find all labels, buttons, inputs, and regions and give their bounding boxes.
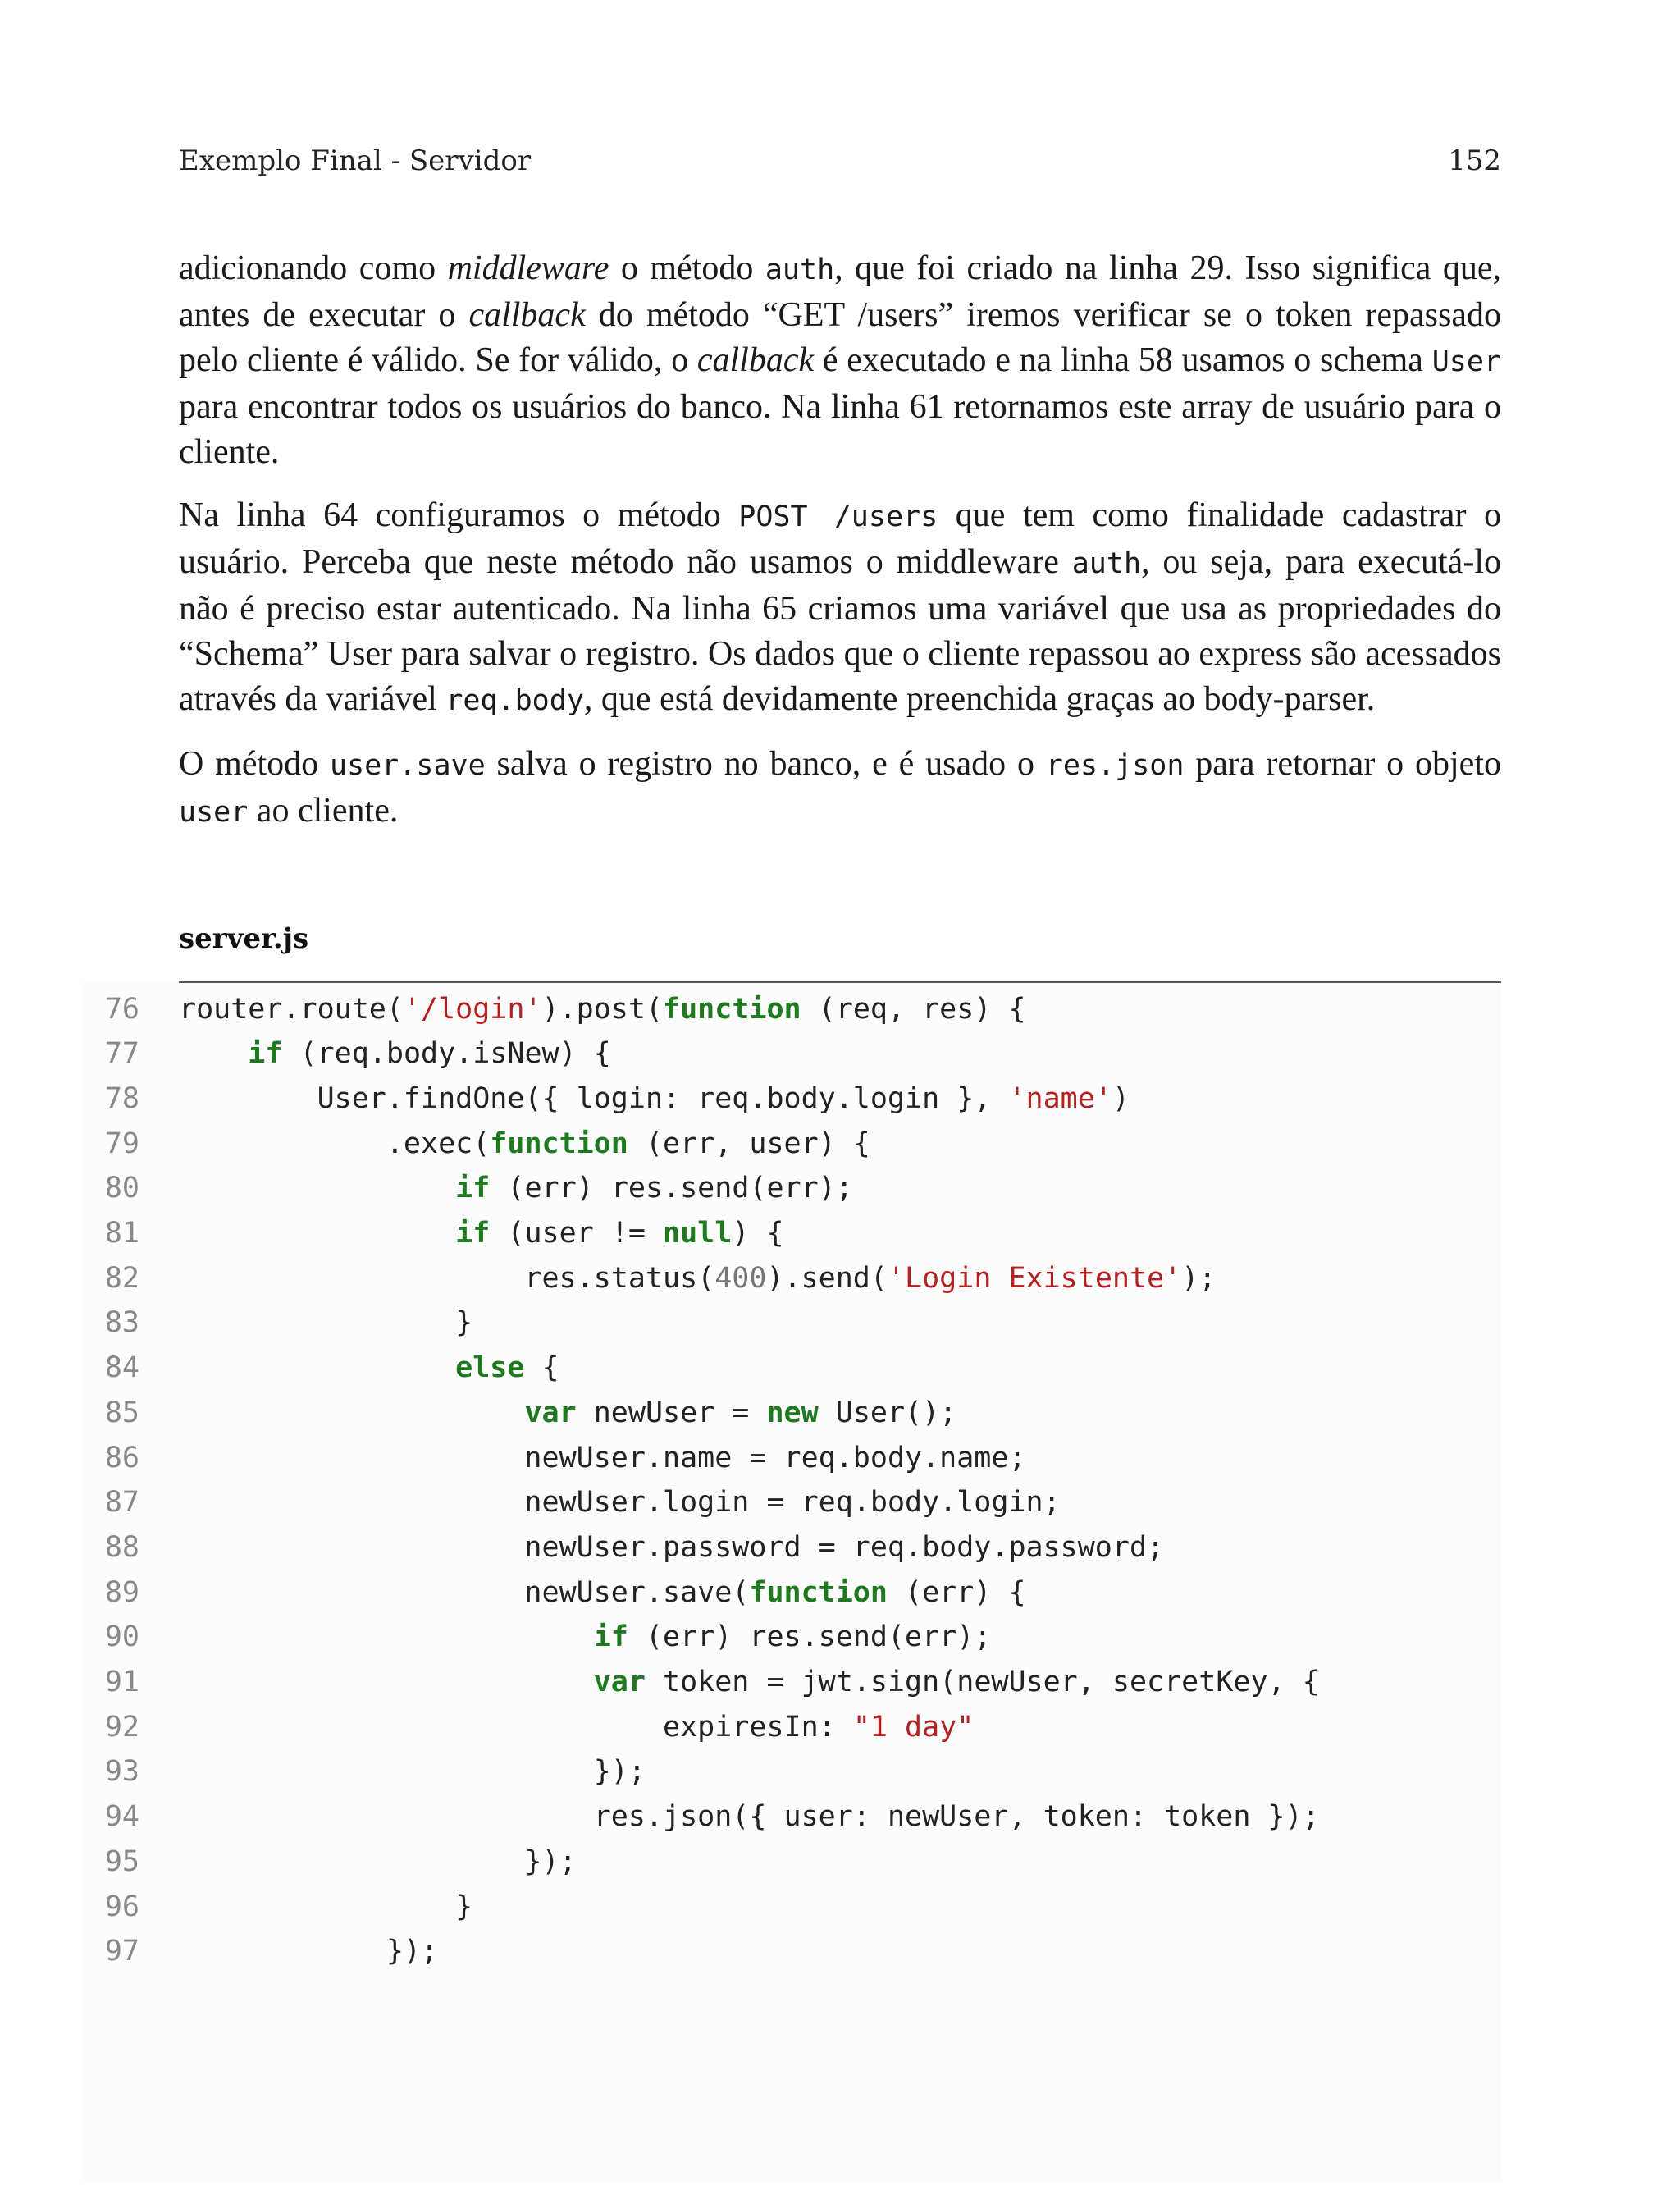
code-token bbox=[179, 1620, 594, 1653]
line-number: 79 bbox=[104, 1127, 139, 1160]
code-text bbox=[179, 1306, 472, 1339]
code-token: res.status( bbox=[179, 1261, 715, 1295]
text-span: é executado e na linha 58 usamos o schema bbox=[814, 341, 1432, 379]
code-line bbox=[82, 1480, 1061, 1525]
code-token: ) { bbox=[732, 1217, 784, 1250]
line-number: 85 bbox=[104, 1396, 139, 1429]
code-text bbox=[179, 1082, 1130, 1115]
code-line bbox=[82, 1749, 646, 1794]
line-number: 90 bbox=[104, 1620, 139, 1654]
code-token-kw: new bbox=[766, 1396, 819, 1429]
code-line bbox=[82, 1390, 956, 1435]
line-number: 89 bbox=[104, 1575, 139, 1609]
page-number: 152 bbox=[1448, 144, 1501, 177]
emphasis: callback bbox=[696, 341, 815, 379]
code-token: newUser = bbox=[576, 1396, 767, 1429]
code-text bbox=[179, 1486, 1061, 1519]
code-line bbox=[82, 1570, 1026, 1615]
line-number: 77 bbox=[104, 1037, 139, 1071]
code-text bbox=[179, 1800, 1320, 1833]
code-token-str: "1 day" bbox=[852, 1710, 975, 1744]
code-line bbox=[82, 1435, 1026, 1480]
code-line bbox=[82, 1076, 1130, 1121]
code-token: newUser.save( bbox=[179, 1575, 750, 1609]
code-text bbox=[179, 1127, 870, 1160]
text-span: para encontrar todos os usuários do banco. Na linha 61 retornamos este array de usuário para o cliente. bbox=[179, 388, 1501, 471]
code-token: (req, res) { bbox=[801, 992, 1026, 1026]
code-token-num: 400 bbox=[714, 1261, 767, 1295]
code-token-kw: function bbox=[663, 992, 801, 1026]
code-text bbox=[179, 1442, 1026, 1474]
code-line bbox=[82, 1346, 559, 1391]
code-token: newUser.name = req.body.name; bbox=[179, 1441, 1026, 1474]
code-line bbox=[82, 1704, 974, 1749]
code-text bbox=[179, 1890, 472, 1923]
code-token: ); bbox=[1181, 1261, 1217, 1295]
code-text bbox=[179, 1531, 1164, 1564]
paragraph-2 bbox=[179, 493, 1501, 724]
inline-code: user bbox=[179, 796, 249, 829]
emphasis: callback bbox=[468, 296, 586, 334]
text-span: adicionando como bbox=[179, 249, 448, 287]
code-token: { bbox=[524, 1351, 559, 1385]
code-token-str: '/login' bbox=[403, 992, 542, 1026]
code-line bbox=[82, 1884, 472, 1929]
code-text bbox=[179, 1666, 1320, 1698]
code-token: (err) { bbox=[887, 1575, 1026, 1609]
inline-code: auth bbox=[1071, 547, 1142, 580]
code-token-kw: if bbox=[593, 1620, 628, 1654]
chapter-title: Exemplo Final - Servidor bbox=[179, 144, 532, 177]
code-token: (err) res.send(err); bbox=[490, 1172, 853, 1205]
text-span: , que está devidamente preenchida graças ao body-parser. bbox=[583, 680, 1376, 718]
code-token: expiresIn: bbox=[179, 1710, 853, 1744]
code-token: (req.body.isNew) { bbox=[282, 1037, 611, 1071]
code-line bbox=[82, 1524, 1164, 1570]
code-token-kw: if bbox=[248, 1037, 283, 1071]
line-number: 88 bbox=[104, 1530, 139, 1564]
line-number: 93 bbox=[104, 1755, 139, 1789]
text-span: o método bbox=[609, 249, 765, 287]
code-token: }); bbox=[179, 1935, 439, 1968]
code-token: }); bbox=[179, 1755, 646, 1789]
code-token bbox=[179, 1351, 455, 1384]
line-number: 80 bbox=[104, 1172, 139, 1205]
code-line bbox=[82, 1794, 1320, 1840]
line-number: 78 bbox=[104, 1081, 139, 1115]
inline-code: res.json bbox=[1045, 749, 1185, 782]
code-listing-title: server.js bbox=[179, 922, 309, 955]
text-span: para retornar o objeto bbox=[1184, 745, 1501, 783]
line-number: 83 bbox=[104, 1306, 139, 1340]
line-number: 92 bbox=[104, 1710, 139, 1744]
code-line bbox=[82, 986, 1026, 1031]
code-token: (user != bbox=[490, 1217, 664, 1250]
inline-code: req.body bbox=[445, 684, 584, 717]
code-line bbox=[82, 1839, 577, 1884]
code-text bbox=[179, 1217, 784, 1250]
line-number: 94 bbox=[104, 1800, 139, 1834]
code-text bbox=[179, 1935, 438, 1968]
line-number: 87 bbox=[104, 1486, 139, 1520]
code-line bbox=[82, 1300, 472, 1346]
line-number: 82 bbox=[104, 1261, 139, 1295]
code-token-kw: var bbox=[593, 1666, 646, 1698]
code-line bbox=[82, 1255, 1216, 1300]
code-line bbox=[82, 1929, 438, 1974]
code-token bbox=[179, 1172, 455, 1204]
code-token-str: 'Login Existente' bbox=[887, 1261, 1182, 1295]
code-text bbox=[179, 993, 1026, 1026]
code-token: token = jwt.sign(newUser, secretKey, { bbox=[645, 1666, 1320, 1698]
code-text bbox=[179, 1755, 646, 1788]
code-line bbox=[82, 1660, 1320, 1705]
code-token-str: 'name' bbox=[1008, 1081, 1112, 1115]
code-text bbox=[179, 1351, 559, 1384]
text-span: , ou seja, para executá-lo não é preciso estar autenticado. Na linha 65 criamos uma variável que usa as propriedades do “Schema” User para salvar o registro. Os dados que o cliente repassou ao express são acessados através da variável bbox=[179, 543, 1501, 718]
inline-code: POST /users bbox=[738, 501, 938, 533]
inline-code: user.save bbox=[330, 749, 486, 782]
code-token bbox=[179, 1037, 248, 1070]
line-number: 97 bbox=[104, 1935, 139, 1968]
code-token: newUser.password = req.body.password; bbox=[179, 1530, 1165, 1564]
code-token: .exec( bbox=[179, 1127, 491, 1160]
code-line bbox=[82, 1615, 991, 1660]
code-token: } bbox=[179, 1306, 473, 1340]
code-token: User(); bbox=[818, 1396, 957, 1429]
code-token: res.json({ user: newUser, token: token }); bbox=[179, 1800, 1320, 1834]
line-number: 91 bbox=[104, 1666, 139, 1698]
code-token: }); bbox=[179, 1844, 577, 1878]
code-token: User.findOne({ login: req.body.login }, bbox=[179, 1081, 1009, 1115]
text-span: Na linha 64 configuramos o método bbox=[179, 496, 739, 534]
code-token-kw: if bbox=[455, 1217, 491, 1250]
inline-code: auth bbox=[765, 254, 835, 286]
text-span: salva o registro no banco, e é usado o bbox=[485, 745, 1046, 783]
code-token: } bbox=[179, 1890, 473, 1923]
code-token-kw: var bbox=[524, 1396, 577, 1429]
code-line bbox=[82, 1211, 784, 1256]
code-token: router.route( bbox=[179, 992, 404, 1026]
paragraph-3 bbox=[179, 742, 1501, 835]
code-token: ).send( bbox=[766, 1261, 888, 1295]
code-token-kw: else bbox=[455, 1351, 525, 1385]
code-token: (err) res.send(err); bbox=[628, 1620, 992, 1654]
code-token-kw: if bbox=[455, 1172, 491, 1205]
code-listing bbox=[82, 983, 1501, 2181]
code-line bbox=[82, 1031, 611, 1077]
page-header bbox=[179, 144, 1501, 177]
code-text bbox=[179, 1711, 974, 1744]
code-text bbox=[179, 1396, 956, 1429]
text-span: , que foi criado na linha 29. Isso significa que, antes de executar o bbox=[179, 249, 1502, 334]
line-number: 81 bbox=[104, 1217, 139, 1250]
text-span: do método “GET /users” iremos verificar se o token repassado pelo cliente é válido. Se for válido, o bbox=[179, 296, 1501, 379]
emphasis: middleware bbox=[447, 249, 609, 287]
line-number: 86 bbox=[104, 1441, 139, 1474]
code-token: ).post( bbox=[541, 992, 664, 1026]
code-text bbox=[179, 1620, 991, 1653]
code-text bbox=[179, 1576, 1026, 1609]
text-span: que tem como finalidade cadastrar o usuário. Perceba que neste método não usamos o middleware bbox=[179, 496, 1501, 581]
code-token bbox=[179, 1666, 594, 1698]
line-number: 84 bbox=[104, 1351, 139, 1385]
code-token: ) bbox=[1112, 1081, 1130, 1115]
line-number: 96 bbox=[104, 1890, 139, 1923]
code-token: (err, user) { bbox=[628, 1127, 870, 1160]
line-number: 76 bbox=[104, 992, 139, 1026]
code-token bbox=[179, 1217, 455, 1250]
code-token-kw: function bbox=[490, 1127, 628, 1160]
code-token bbox=[179, 1396, 524, 1429]
line-number: 95 bbox=[104, 1844, 139, 1878]
inline-code: User bbox=[1431, 345, 1502, 378]
code-token-kw: null bbox=[663, 1217, 733, 1250]
text-span: O método bbox=[179, 745, 331, 783]
code-text bbox=[179, 1172, 853, 1204]
text-span: ao cliente. bbox=[248, 792, 399, 830]
body-text bbox=[179, 246, 1501, 853]
code-text bbox=[179, 1845, 577, 1878]
code-token: newUser.login = req.body.login; bbox=[179, 1486, 1061, 1520]
code-text bbox=[179, 1262, 1216, 1295]
paragraph-1 bbox=[179, 246, 1501, 475]
code-line bbox=[82, 1121, 870, 1166]
code-line bbox=[82, 1166, 853, 1211]
code-text bbox=[179, 1037, 611, 1070]
code-token-kw: function bbox=[749, 1575, 888, 1609]
